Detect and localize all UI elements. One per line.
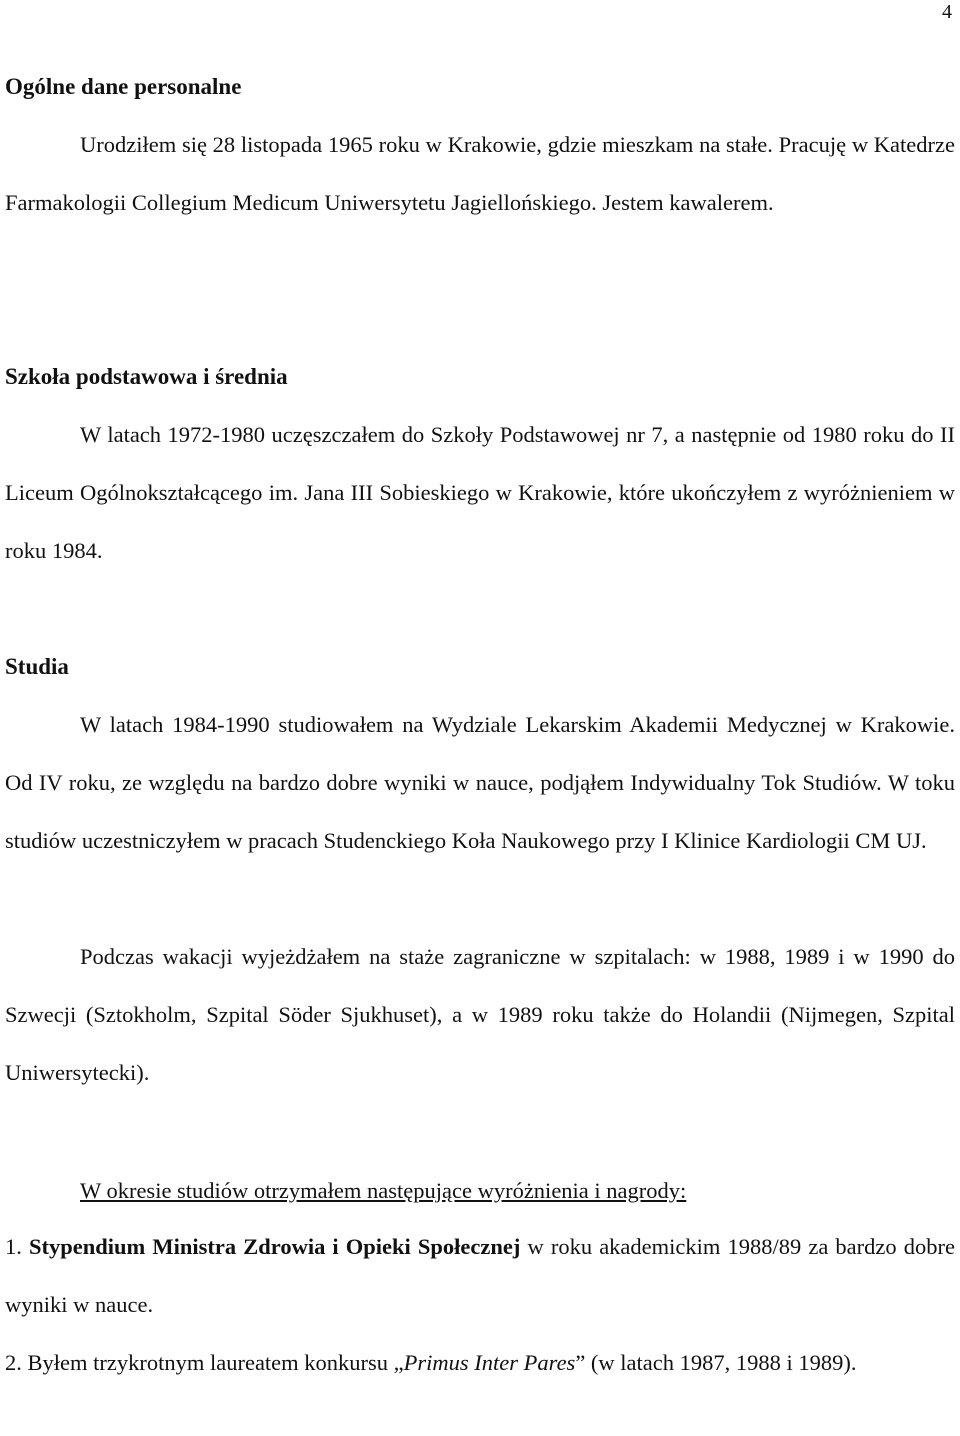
paragraph-school: W latach 1972-1980 uczęszczałem do Szkoły Podstawowej nr 7, a następnie od 1980 roku do II Liceum Ogólnokształcącego im. Jana III Sobieskiego w Krakowie, które ukończyłem z wyróżnieniem w roku 1984. [5, 422, 955, 563]
award-item-1 [5, 1218, 955, 1334]
award-item-2-contest-name: Primus Inter Pares [403, 1350, 576, 1375]
section-heading-school: Szkoła podstawowa i średnia [5, 364, 288, 389]
paragraph-personal: Urodziłem się 28 listopada 1965 roku w Krakowie, gdzie mieszkam na stałe. Pracuję w Katedrze Farmakologii Collegium Medicum Uniwersytetu Jagiellońskiego. Jestem kawalerem. [5, 132, 955, 215]
award-item-1-title: Stypendium Ministra Zdrowia i Opieki Społecznej [28, 1234, 521, 1259]
section-heading-studies: Studia [5, 654, 69, 679]
section-heading-personal: Ogólne dane personalne [5, 74, 242, 99]
award-item-2-text-pre: Byłem trzykrotnym laureatem konkursu „ [21, 1350, 404, 1375]
award-item-2 [5, 1334, 955, 1392]
awards-heading [5, 1162, 955, 1220]
paragraph-studies-2: Podczas wakacji wyjeżdżałem na staże zagraniczne w szpitalach: w 1988, 1989 i w 1990 do Szwecji (Sztokholm, Szpital Söder Sjukhuset), a w 1989 roku także do Holandii (Nijmegen, Szpital Uniwersytecki). [5, 944, 955, 1085]
page-number: 4 [942, 1, 952, 23]
award-item-2-number: 2. [5, 1350, 22, 1375]
awards-heading-text: W okresie studiów otrzymałem następujące wyróżnienia i nagrody: [80, 1178, 687, 1203]
award-item-2-text-post: ” (w latach 1987, 1988 i 1989). [575, 1350, 857, 1375]
award-item-1-number: 1. [5, 1234, 22, 1259]
paragraph-studies-1: W latach 1984-1990 studiowałem na Wydziale Lekarskim Akademii Medycznej w Krakowie. Od IV roku, ze względu na bardzo dobre wyniki w nauce, podjąłem Indywidualny Tok Studiów. W toku studiów uczestniczyłem w pracach Studenckiego Koła Naukowego przy I Klinice Kardiologii CM UJ. [5, 712, 955, 853]
award-item-1-text: w roku akademickim 1988/89 za bardzo dobre wyniki w nauce. [5, 1234, 955, 1317]
